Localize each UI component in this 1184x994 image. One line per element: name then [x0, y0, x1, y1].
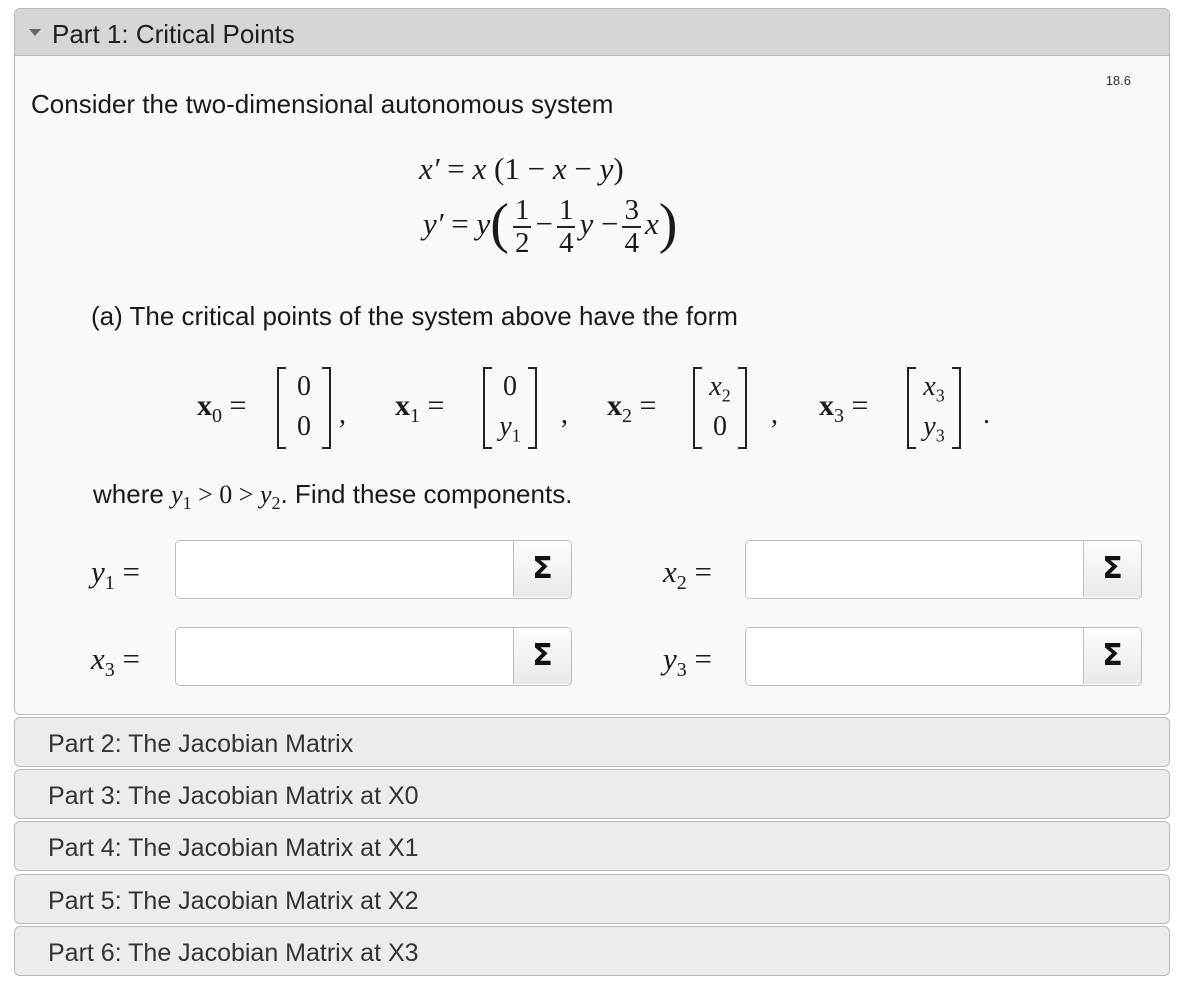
sigma-icon[interactable]: Σ: [513, 628, 571, 684]
intro-text: Consider the two-dimensional autonomous system: [31, 89, 614, 119]
part3-header[interactable]: [14, 769, 1170, 819]
vector-x2-label: $x_2$ =: [607, 389, 657, 427]
part4-header[interactable]: [14, 821, 1170, 871]
caret-down-icon[interactable]: [29, 29, 41, 36]
answer-x3-label: $x_3$ =: [91, 641, 140, 682]
answer-x2-input[interactable]: [746, 541, 1083, 597]
vector-x3-matrix: $x_3$ $y_3$: [907, 367, 961, 449]
part3-title: Part 3: The Jacobian Matrix at X0: [48, 782, 419, 810]
sigma-icon[interactable]: Σ: [513, 541, 571, 597]
part5-header[interactable]: [14, 874, 1170, 924]
answer-x3-box: [175, 627, 572, 686]
answer-x2-label: $x_2$ =: [663, 554, 712, 595]
part4-title: Part 4: The Jacobian Matrix at X1: [48, 834, 419, 862]
answer-y1-box: [175, 540, 572, 599]
sigma-icon[interactable]: Σ: [1083, 628, 1141, 684]
version-label: 18.6: [1105, 73, 1131, 88]
part2-title: Part 2: The Jacobian Matrix: [48, 730, 354, 758]
part2-header[interactable]: [14, 717, 1170, 767]
vector-x1-label: $x_1$ =: [395, 389, 445, 427]
part1-panel: [14, 8, 1170, 715]
answer-y3-box: [745, 627, 1142, 686]
answer-x3-input[interactable]: [176, 628, 513, 684]
vector-x2-matrix: $x_2$ 0: [693, 367, 747, 449]
answer-y3-label: $y_3$ =: [663, 641, 712, 682]
vector-x0-matrix: 0 0: [277, 367, 331, 449]
part6-header[interactable]: [14, 926, 1170, 976]
answer-y1-label: $y_1$ =: [91, 554, 140, 595]
part6-title: Part 6: The Jacobian Matrix at X3: [48, 939, 419, 967]
part5-title: Part 5: The Jacobian Matrix at X2: [48, 887, 419, 915]
answer-x2-box: [745, 540, 1142, 599]
vector-x0-label: $x_0$ =: [197, 389, 247, 427]
where-text: where $y_1 > 0 > y_2$. Find these components.: [93, 479, 573, 514]
answer-y1-input[interactable]: [176, 541, 513, 597]
part1-header[interactable]: [15, 9, 1169, 56]
question-a-text: (a) The critical points of the system above have the form: [91, 301, 738, 331]
part1-title: Part 1: Critical Points: [52, 19, 295, 49]
equation-y-prime: y′ = y( $\frac{1}{2}$ − $\frac{1}{4}$ y − $\frac{3}{4}$ x): [423, 193, 678, 259]
equation-x-prime: x′ = x (1 − x − y): [419, 151, 624, 186]
vector-x3-label: $x_3$ =: [819, 389, 869, 427]
answer-y3-input[interactable]: [746, 628, 1083, 684]
sigma-icon[interactable]: Σ: [1083, 541, 1141, 597]
vector-x1-matrix: 0 $y_1$: [483, 367, 537, 449]
critical-points-vectors: $x_0$ = 0 0 , $x_1$ = 0 $y_1$ , $x_2$ = $x_2$ 0 , $x_3$ = $x_3$ $y_3$ .: [15, 359, 1171, 459]
